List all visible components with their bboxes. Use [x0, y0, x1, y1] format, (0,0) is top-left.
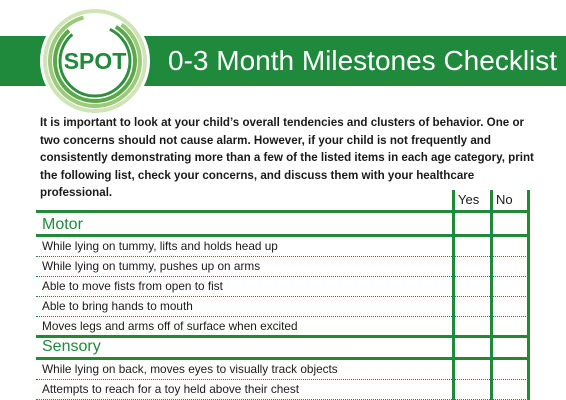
yes-column-divider [452, 190, 455, 400]
list-item-label: While lying on tummy, lifts and holds head up [42, 239, 278, 253]
milestones-checklist [36, 188, 530, 400]
list-item [36, 277, 530, 297]
list-item-label: Moves legs and arms off of surface when excited [42, 319, 298, 333]
header-rule [36, 210, 530, 213]
section-rule [36, 335, 530, 338]
logo-text: SPOT [63, 48, 127, 74]
list-item-label: Able to bring hands to mouth [42, 299, 193, 313]
list-item [36, 360, 530, 380]
intro-paragraph: It is important to look at your child’s overall tendencies and clusters of behavior. One or two concerns should not cause alarm. However, if your child is not frequently and consistently demonstrating more than a few of the listed items in each age category, print the following list, check your concerns, and discuss them with your healthcare professional. [40, 116, 534, 199]
no-column-header: No [496, 192, 513, 207]
list-item [36, 297, 530, 317]
right-column-divider [527, 190, 530, 400]
yes-column-header: Yes [458, 192, 480, 207]
no-column-divider [490, 190, 493, 400]
section-title-sensory: Sensory [42, 338, 101, 355]
section-title-motor: Motor [42, 216, 83, 233]
list-item-label: While lying on tummy, pushes up on arms [42, 259, 261, 273]
list-item [36, 237, 530, 257]
list-item [36, 380, 530, 400]
list-item-label: While lying on back, moves eyes to visually track objects [42, 362, 338, 376]
list-item-label: Attempts to reach for a toy held above their chest [42, 382, 300, 396]
spot-logo [38, 4, 152, 118]
list-item [36, 257, 530, 277]
list-item-label: Able to move fists from open to fist [42, 279, 223, 293]
list-item [36, 317, 530, 337]
page-title: 0-3 Month Milestones Checklist [168, 45, 558, 76]
